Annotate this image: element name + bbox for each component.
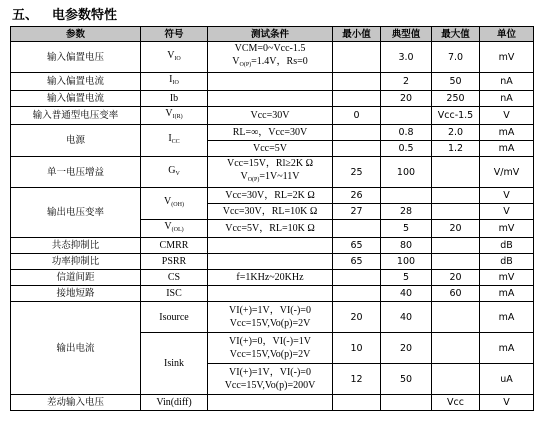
table-row [11,254,534,270]
table-row [11,42,534,73]
param-cell: 输出电流 [11,302,141,395]
min-cell [333,73,381,91]
max-cell [432,188,480,204]
header-typ: 典型值 [381,27,432,42]
symbol-cell: Isource [141,302,208,333]
condition-cell: Vcc=15V，Rl≥2K Ω $V_{O(P)}=1V\sim 11V$ [208,157,333,188]
min-cell [333,141,381,157]
condition-cell: Vcc=30V，RL=10K Ω [208,204,333,220]
unit-cell: dB [480,254,534,270]
symbol-cell: PSRR [141,254,208,270]
table-row [11,73,534,91]
condition-cell [208,395,333,411]
max-cell [432,157,480,188]
param-cell: 差动输入电压 [11,395,141,411]
min-cell: 12 [333,364,381,395]
param-cell: 电源 [11,125,141,157]
header-row [11,27,534,42]
max-cell: 50 [432,73,480,91]
condition-cell: VI(+)=0，VI(-)=1V Vcc=15V,Vo(p)=2V [208,333,333,364]
typ-cell: 20 [381,333,432,364]
condition-cell: Vcc=30V [208,107,333,125]
max-cell: Vcc-1.5 [432,107,480,125]
section-title: 电参数特性 [52,8,118,23]
unit-cell: dB [480,238,534,254]
condition-cell: Vcc=30V，RL=2K Ω [208,188,333,204]
max-cell: 7.0 [432,42,480,73]
max-cell: Vcc [432,395,480,411]
max-cell: 60 [432,286,480,302]
header-param: 参数 [11,27,141,42]
unit-cell: V [480,395,534,411]
param-cell: 输入偏置电压 [11,42,141,73]
header-max: 最大值 [432,27,480,42]
table-row [11,238,534,254]
table-row [11,157,534,188]
typ-cell: 2 [381,73,432,91]
typ-cell: 5 [381,270,432,286]
condition-cell: Vcc=5V，RL=10K Ω [208,220,333,238]
symbol-cell: $V_{(OH)}$ [141,188,208,220]
symbol-cell: $V_{IO}$ [141,42,208,73]
min-cell [333,395,381,411]
min-cell: 20 [333,302,381,333]
typ-cell: 100 [381,157,432,188]
section-number: 五、 [12,8,39,23]
table-row [11,107,534,125]
min-cell: 25 [333,157,381,188]
symbol-cell: $V_{(OL)}$ [141,220,208,238]
typ-cell: 100 [381,254,432,270]
param-cell: 功率抑制比 [11,254,141,270]
min-cell: 65 [333,254,381,270]
param-cell: 输出电压变率 [11,188,141,238]
min-cell: 26 [333,188,381,204]
symbol-cell: CMRR [141,238,208,254]
param-cell: 信道间距 [11,270,141,286]
typ-cell: 80 [381,238,432,254]
table-row [11,286,534,302]
min-cell [333,286,381,302]
min-cell: 10 [333,333,381,364]
min-cell: 27 [333,204,381,220]
table-row [11,91,534,107]
typ-cell: 50 [381,364,432,395]
condition-cell: VI(+)=1V，VI(-)=0 Vcc=15V,Vo(p)=200V [208,364,333,395]
unit-cell: mV [480,220,534,238]
unit-cell: mV [480,42,534,73]
typ-cell [381,188,432,204]
symbol-cell: $I_{IO}$ [141,73,208,91]
max-cell: 250 [432,91,480,107]
typ-cell [381,395,432,411]
unit-cell: mA [480,302,534,333]
typ-cell: 0.8 [381,125,432,141]
unit-cell: V/mV [480,157,534,188]
typ-cell: 40 [381,302,432,333]
unit-cell: V [480,188,534,204]
symbol-cell: $V_{I(R)}$ [141,107,208,125]
section-heading [12,4,117,23]
min-cell: 0 [333,107,381,125]
unit-cell: uA [480,364,534,395]
unit-cell: mA [480,141,534,157]
typ-cell: 3.0 [381,42,432,73]
table-row [11,302,534,333]
symbol-cell: CS [141,270,208,286]
table-row [11,270,534,286]
condition-cell: VCM=0~Vcc-1.5 $V_{O(P)}=1.4V$，Rs=0 [208,42,333,73]
max-cell: 20 [432,220,480,238]
electrical-characteristics-table [10,26,534,411]
min-cell [333,270,381,286]
symbol-cell: Isink [141,333,208,395]
condition-cell: VI(+)=1V，VI(-)=0 Vcc=15V,Vo(p)=2V [208,302,333,333]
min-cell [333,220,381,238]
max-cell: 2.0 [432,125,480,141]
max-cell [432,302,480,333]
typ-cell: 20 [381,91,432,107]
max-cell [432,204,480,220]
unit-cell: mA [480,333,534,364]
header-min: 最小值 [333,27,381,42]
typ-cell: 28 [381,204,432,220]
typ-cell: 40 [381,286,432,302]
condition-cell [208,91,333,107]
max-cell [432,333,480,364]
condition-cell [208,238,333,254]
symbol-cell: $I_{CC}$ [141,125,208,157]
param-cell: 共态抑制比 [11,238,141,254]
unit-cell: nA [480,73,534,91]
condition-cell: RL=∞，Vcc=30V [208,125,333,141]
max-cell: 1.2 [432,141,480,157]
symbol-cell: $G_V$ [141,157,208,188]
typ-cell: 0.5 [381,141,432,157]
param-cell: 单一电压增益 [11,157,141,188]
min-cell [333,125,381,141]
condition-cell: f=1KHz~20KHz [208,270,333,286]
condition-cell [208,286,333,302]
unit-cell: V [480,204,534,220]
min-cell [333,42,381,73]
condition-cell: Vcc=5V [208,141,333,157]
param-cell: 输入偏置电流 [11,91,141,107]
header-condition: 测试条件 [208,27,333,42]
unit-cell: mV [480,270,534,286]
max-cell [432,254,480,270]
min-cell [333,91,381,107]
condition-cell [208,73,333,91]
symbol-cell: ISC [141,286,208,302]
max-cell: 20 [432,270,480,286]
table-row [11,125,534,141]
table-row [11,188,534,204]
unit-cell: nA [480,91,534,107]
typ-cell [381,107,432,125]
table-row [11,395,534,411]
param-cell: 输入偏置电流 [11,73,141,91]
symbol-cell: Vin(diff) [141,395,208,411]
typ-cell: 5 [381,220,432,238]
unit-cell: mA [480,286,534,302]
unit-cell: mA [480,125,534,141]
min-cell: 65 [333,238,381,254]
header-symbol: 符号 [141,27,208,42]
condition-cell [208,254,333,270]
max-cell [432,364,480,395]
param-cell: 输入普通型电压变率 [11,107,141,125]
unit-cell: V [480,107,534,125]
max-cell [432,238,480,254]
param-cell: 接地短路 [11,286,141,302]
symbol-cell: Ib [141,91,208,107]
header-unit: 单位 [480,27,534,42]
